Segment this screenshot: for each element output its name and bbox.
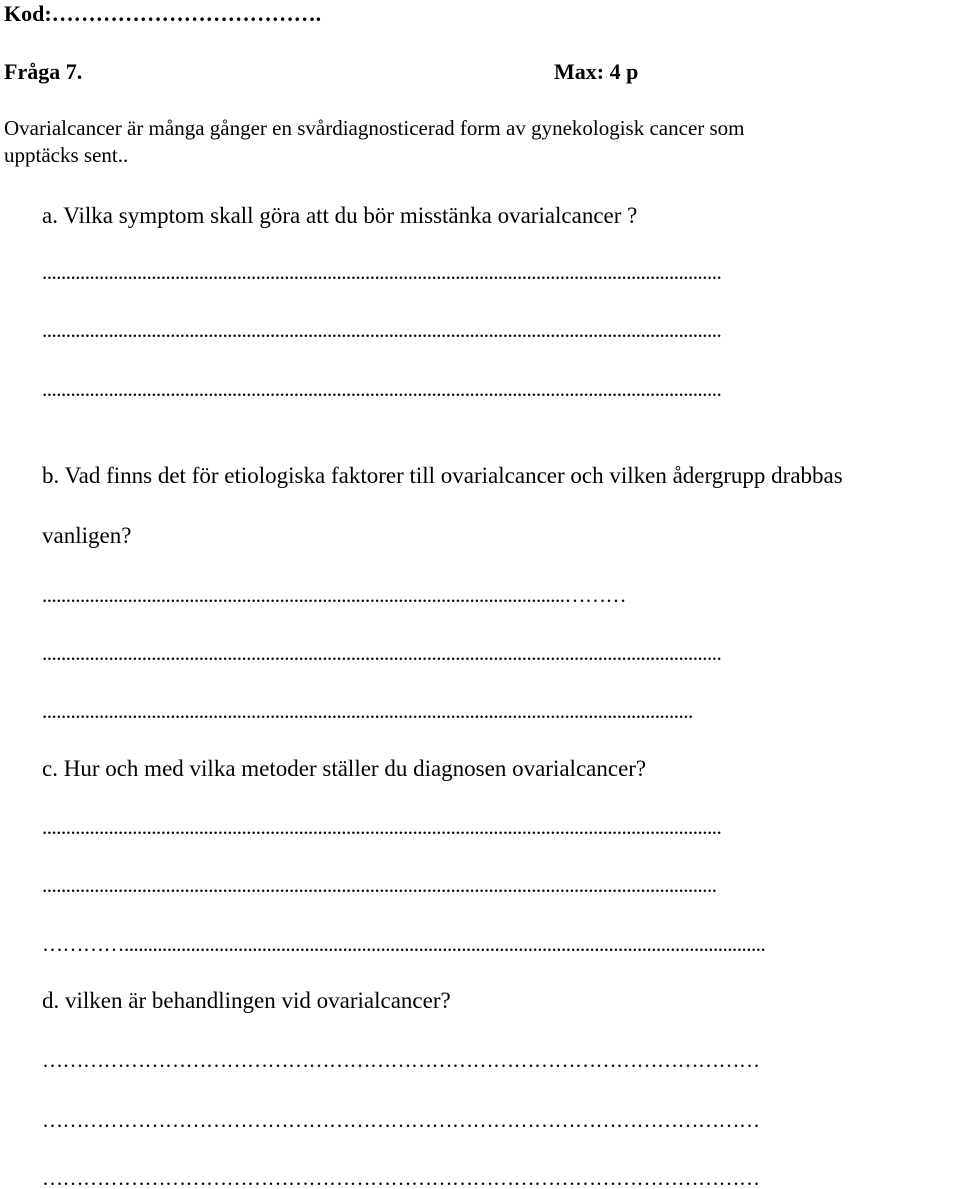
answer-line-d-3[interactable]: …………………………………………………………………………………………… — [42, 1168, 760, 1189]
answer-line-c-1[interactable]: ............................................................................................................................................... — [42, 817, 722, 838]
answer-line-a-1[interactable]: ............................................................................................................................................... — [42, 262, 722, 283]
answer-line-d-1[interactable]: …………………………………………………………………………………………… — [42, 1050, 760, 1071]
question-a: a. Vilka symptom skall göra att du bör misstänka ovarialcancer ? — [42, 203, 638, 228]
question-c: c. Hur och med vilka metoder ställer du diagnosen ovarialcancer? — [42, 756, 647, 781]
answer-line-b-1[interactable]: ..............................................................................................................……… — [42, 585, 626, 606]
code-label: Kod:………………………………. — [4, 1, 322, 26]
answer-line-b-2[interactable]: ............................................................................................................................................... — [42, 643, 722, 664]
intro-line-2: upptäcks sent.. — [4, 143, 129, 167]
max-points: Max: 4 p — [554, 59, 639, 84]
question-b-line-1: b. Vad finns det för etiologiska faktorer till ovarialcancer och vilken ådergrupp drabbas — [42, 463, 843, 488]
answer-line-a-3[interactable]: ............................................................................................................................................... — [42, 379, 722, 400]
question-d: d. vilken är behandlingen vid ovarialcancer? — [42, 988, 451, 1013]
answer-line-c-2[interactable]: .............................................................................................................................................. — [42, 875, 717, 896]
question-b-line-2: vanligen? — [42, 523, 132, 548]
answer-line-b-3[interactable]: ......................................................................................................................................... — [42, 701, 693, 722]
answer-line-c-3[interactable]: …………....................................................................................................................................... — [42, 934, 766, 955]
answer-line-d-2[interactable]: …………………………………………………………………………………………… — [42, 1110, 760, 1131]
question-number: Fråga 7. — [4, 59, 83, 84]
intro-line-1: Ovarialcancer är många gånger en svårdiagnosticerad form av gynekologisk cancer som — [4, 116, 745, 140]
answer-line-a-2[interactable]: ............................................................................................................................................... — [42, 320, 722, 341]
